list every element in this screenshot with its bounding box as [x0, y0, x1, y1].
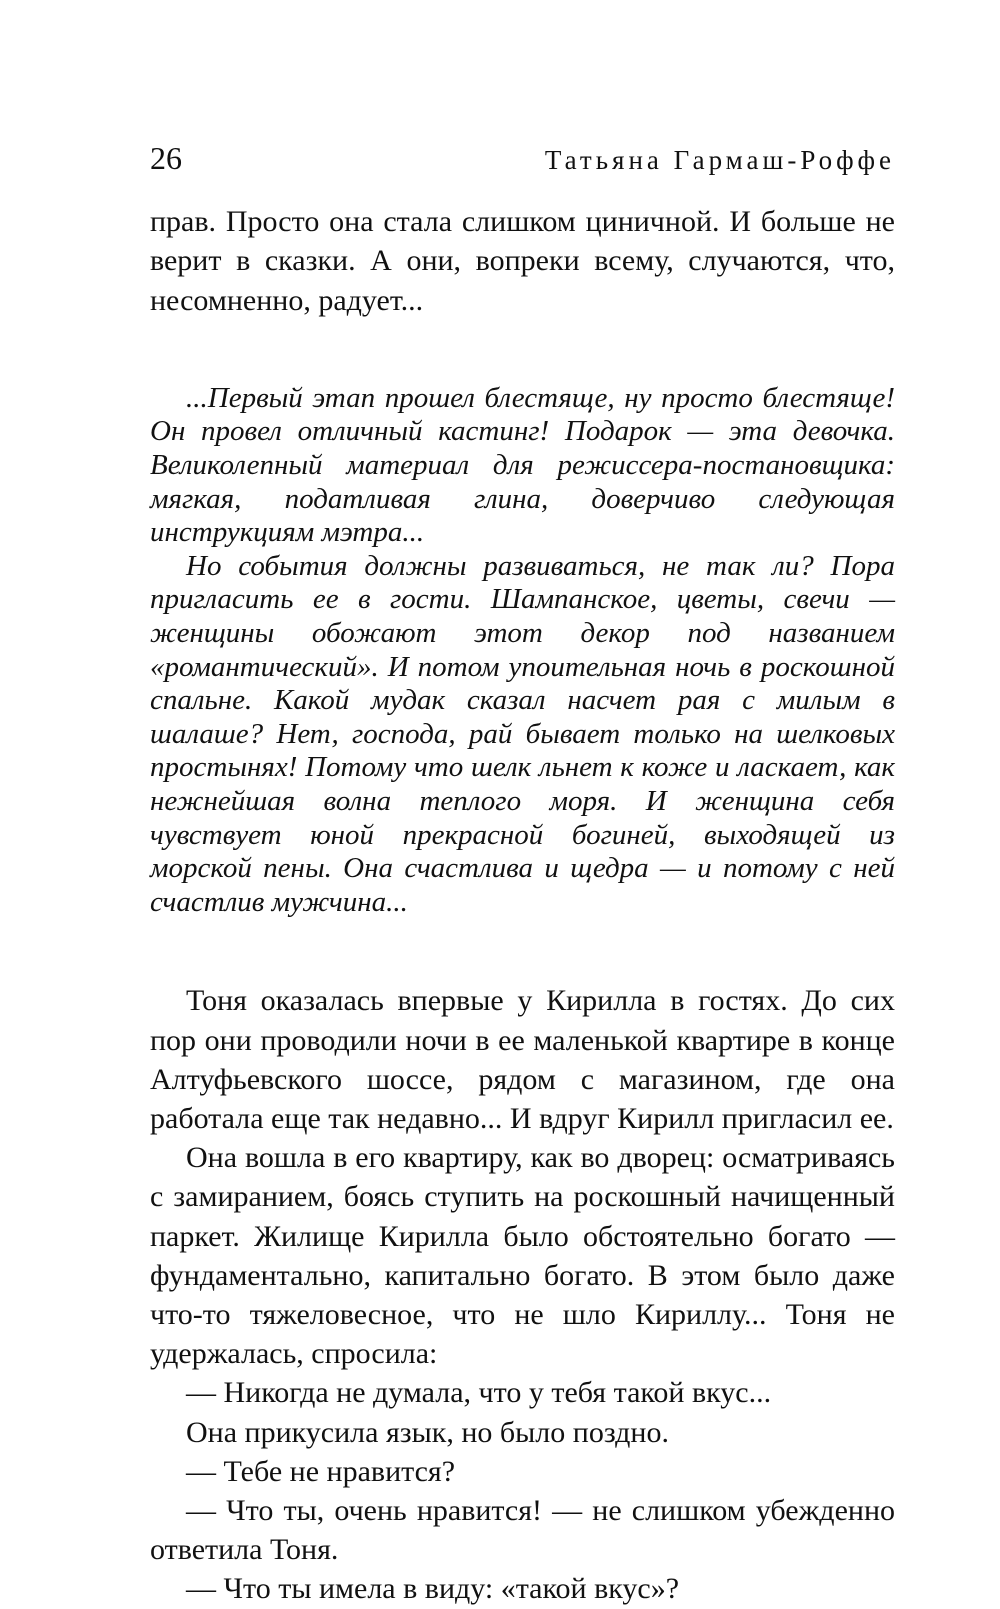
- narrative-text: [150, 981, 895, 1608]
- italic-paragraph: Но события должны развиваться, не так ли? Пора пригласить ее в гости. Шампанское, цветы, свечи — женщины обожают этот декор под названием «романтический». И потом упоительная ночь в роскошной спальне. Какой мудак сказал насчет рая с милым в шалаше? Нет, господа, рай бывает только на шелковых простынях! Потому что шелк льнет к коже и ласкает, как нежнейшая волна теплого моря. И женщина себя чувствует юной прекрасной богиней, выходящей из морской пены. Она счастлива и щедра — и потому с ней счастлив мужчина...: [150, 549, 895, 918]
- page-number: 26: [150, 140, 182, 176]
- book-page: [150, 140, 895, 1609]
- paragraph: Тоня оказалась впервые у Кирилла в гостях. До сих пор они проводили ночи в ее маленькой квартире в конце Алтуфьевского шоссе, рядом с магазином, где она работала еще так недавно... И вдруг Кирилл пригласил ее.: [150, 984, 895, 1135]
- dialogue-line: — Тебе не нравится?: [186, 1454, 456, 1488]
- dialogue-line: — Никогда не думала, что у тебя такой вкус...: [186, 1376, 772, 1410]
- page-header: [150, 140, 895, 190]
- running-title: Татьяна Гармаш-Роффе: [544, 145, 895, 175]
- dialogue-line: — Что ты имела в виду: «такой вкус»?: [186, 1572, 680, 1606]
- inner-monologue: [150, 382, 895, 920]
- paragraph: прав. Просто она стала слишком циничной. И больше не верит в сказки. А они, вопреки всему, случаются, что, несомненно, радует...: [150, 205, 895, 317]
- opening-text: [150, 202, 895, 320]
- paragraph: Она прикусила язык, но было поздно.: [186, 1415, 669, 1449]
- dialogue-line: — Что ты, очень нравится! — не слишком убежденно ответила Тоня.: [150, 1494, 895, 1567]
- paragraph: Она вошла в его квартиру, как во дворец: осматриваясь с замиранием, боясь ступить на роскошный начищенный паркет. Жилище Кирилла было обстоятельно богато — фундаментально, капитально богато. В этом было даже что-то тяжеловесное, что не шло Кириллу... Тоня не удержалась, спросила:: [150, 1141, 895, 1371]
- italic-paragraph: ...Первый этап прошел блестяще, ну просто блестяще! Он провел отличный кастинг! Подарок — эта девочка. Великолепный материал для режиссера-постановщика: мягкая, податливая глина, доверчиво следующая инструкциям мэтра...: [150, 381, 895, 549]
